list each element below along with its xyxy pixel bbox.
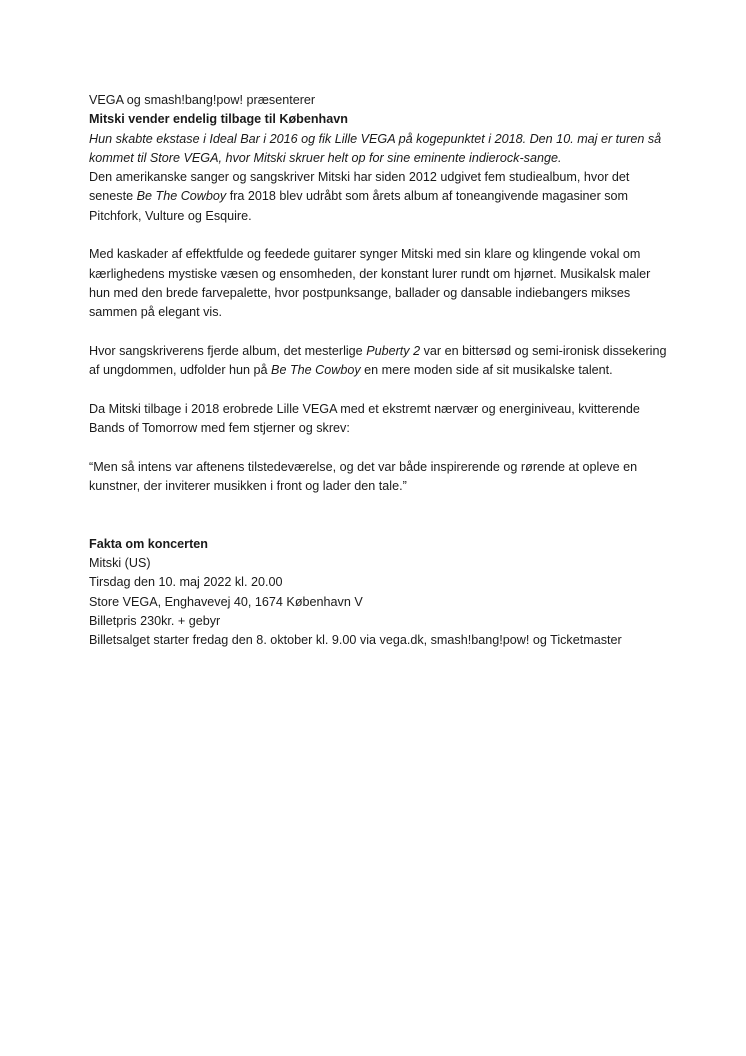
facts-ticket-sale: Billetsalget starter fredag den 8. oktober kl. 9.00 via vega.dk, smash!bang!pow! og Ticketmaster bbox=[89, 633, 622, 648]
text-segment: fra 2018 blev udråbt som årets album af toneangivende magasiner som Pitchfork, Vulture og Esquire. bbox=[89, 189, 629, 223]
press-release-document bbox=[89, 91, 669, 651]
text-segment: var en bittersød og semi-ironisk dissekering af ungdommen, udfolder hun på bbox=[89, 343, 667, 378]
album-title: Be The Cowboy bbox=[271, 363, 361, 378]
facts-artist: Mitski (US) bbox=[89, 556, 151, 571]
paragraph-albums bbox=[89, 342, 669, 381]
headline: Mitski vender endelig tilbage til København bbox=[89, 112, 348, 127]
review-quote: “Men så intens var aftenens tilstedeværelse, og det var både inspirerende og rørende at opleve en kunstner, der inviterer musikken i front og lader den tale.” bbox=[89, 459, 638, 493]
presenter-line: VEGA og smash!bang!pow! præsenterer bbox=[89, 93, 316, 107]
facts-date: Tirsdag den 10. maj 2022 kl. 20.00 bbox=[89, 575, 283, 590]
album-title: Puberty 2 bbox=[366, 343, 421, 358]
paragraph-sound: Med kaskader af effektfulde og feedede guitarer synger Mitski med sin klare og klingende vokal om kærlighedens mystiske væsen og ensomheden, der konstant lurer rundt om hjørnet. Musikalsk maler hun med den brede farvepalette, hvor postpunksange, ballader og dansable indiebangers mikses sammen på elegant vis. bbox=[89, 247, 651, 320]
paragraph-review: Da Mitski tilbage i 2018 erobrede Lille VEGA med et ekstremt nærvær og energiniveau, kvitterende Bands of Tomorrow med fem stjerner og skrev: bbox=[89, 401, 640, 436]
facts-price: Billetpris 230kr. + gebyr bbox=[89, 614, 221, 629]
facts-venue: Store VEGA, Enghavevej 40, 1674 København V bbox=[89, 594, 363, 609]
text-segment: Den amerikanske sanger og sangskriver Mitski har siden 2012 udgivet fem studiealbum, hvor det seneste bbox=[89, 170, 630, 204]
facts-heading: Fakta om koncerten bbox=[89, 536, 208, 551]
text-segment: Hvor sangskriverens fjerde album, det mesterlige bbox=[89, 343, 367, 358]
lead-paragraph: Hun skabte ekstase i Ideal Bar i 2016 og fik Lille VEGA på kogepunktet i 2018. Den 10. maj er turen så kommet til Store VEGA, hvor Mitski skruer helt op for sine eminente indierock-sange. bbox=[89, 131, 662, 165]
album-title: Be The Cowboy bbox=[136, 189, 227, 204]
text-segment: en mere moden side af sit musikalske talent. bbox=[360, 363, 613, 378]
paragraph-discography bbox=[89, 168, 669, 226]
